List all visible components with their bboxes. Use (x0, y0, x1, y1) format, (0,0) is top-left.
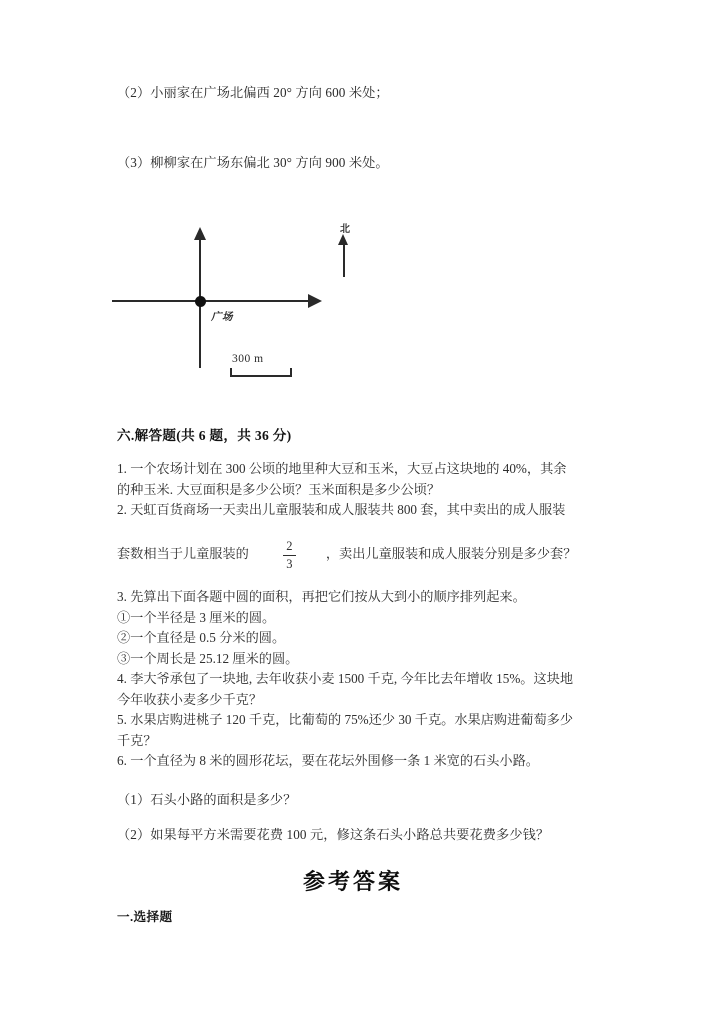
answer-key-title: 参考答案 (303, 869, 404, 894)
question-3-item-1: ①一个半径是 3 厘米的圆。 (117, 609, 276, 625)
question-2-direction: （2）小丽家在广场北偏西 20° 方向 600 米处； (117, 85, 389, 100)
question-2-text-after: ，卖出儿童服装和成人服装分别是多少套？ (325, 546, 577, 562)
question-3-block (117, 587, 609, 669)
north-label: 北 (340, 224, 350, 235)
question-6-block (117, 751, 609, 772)
question-1-block (117, 459, 609, 500)
question-2-block (117, 500, 609, 575)
north-compass-shaft (343, 243, 345, 277)
question-2-text-before: 套数相当于儿童服装的 (117, 546, 249, 562)
question-6-line-1: 6. 一个直径为 8 米的圆形花坛，要在花坛外围修一条 1 米宽的石头小路。 (117, 753, 539, 768)
fraction-bar (283, 555, 296, 556)
question-3-item-2: ②一个直径是 0.5 分米的圆。 (117, 630, 286, 645)
scale-bar-group (230, 353, 310, 377)
section-heading-six: 六.解答题(共 6 题，共 36 分) (117, 428, 292, 443)
question-6-sub-2: （2）如果每平方米需要花费 100 元，修这条石头小路总共要花费多少钱？ (117, 827, 550, 842)
answer-section-heading-one: 一.选择题 (117, 910, 173, 924)
scale-bar-label: 300 m (232, 353, 264, 365)
question-3-line-1: 3. 先算出下面各题中圆的面积，再把它们按从大到小的顺序排列起来。 (117, 589, 526, 604)
fraction-denominator: 3 (286, 557, 293, 571)
question-5-line-2: 千克？ (117, 732, 157, 748)
question-3-direction: （3）柳柳家在广场东偏北 30° 方向 900 米处。 (117, 155, 389, 170)
question-1-line-1: 1. 一个农场计划在 300 公顷的地里种大豆和玉米，大豆占这块地的 40%，其余 (117, 461, 567, 476)
scale-bar-bracket (230, 368, 292, 377)
question-2-line-1: 2. 天虹百货商场一天卖出儿童服装和成人服装共 800 套，其中卖出的成人服装 (117, 502, 566, 517)
question-4-line-2: 今年收获小麦多少千克？ (117, 691, 263, 707)
question-6-sub-1: （1）石头小路的面积是多少？ (117, 792, 297, 807)
horizontal-axis-line (112, 300, 310, 302)
question-4-line-1: 4. 李大爷承包了一块地, 去年收获小麦 1500 千克, 今年比去年增收 15%。这块地 (117, 671, 574, 686)
direction-plot-diagram (100, 205, 430, 400)
north-axis-arrow-icon (194, 227, 206, 240)
origin-label: 广场 (211, 312, 233, 323)
origin-point-marker (195, 296, 206, 307)
question-1-line-2: 的种玉米. 大豆面积是多少公顷？玉米面积是多少公顷？ (117, 481, 441, 497)
question-3-item-3: ③一个周长是 25.12 厘米的圆。 (117, 650, 299, 666)
question-5-block (117, 710, 609, 751)
question-2-fraction-line (117, 535, 609, 575)
fraction-numerator: 2 (286, 538, 293, 553)
question-4-block (117, 669, 609, 710)
question-5-line-1: 5. 水果店购进桃子 120 千克，比葡萄的 75%还少 30 千克。水果店购进葡萄多少 (117, 712, 574, 727)
fraction-two-thirds (283, 540, 296, 571)
east-arrow-icon (308, 294, 322, 308)
